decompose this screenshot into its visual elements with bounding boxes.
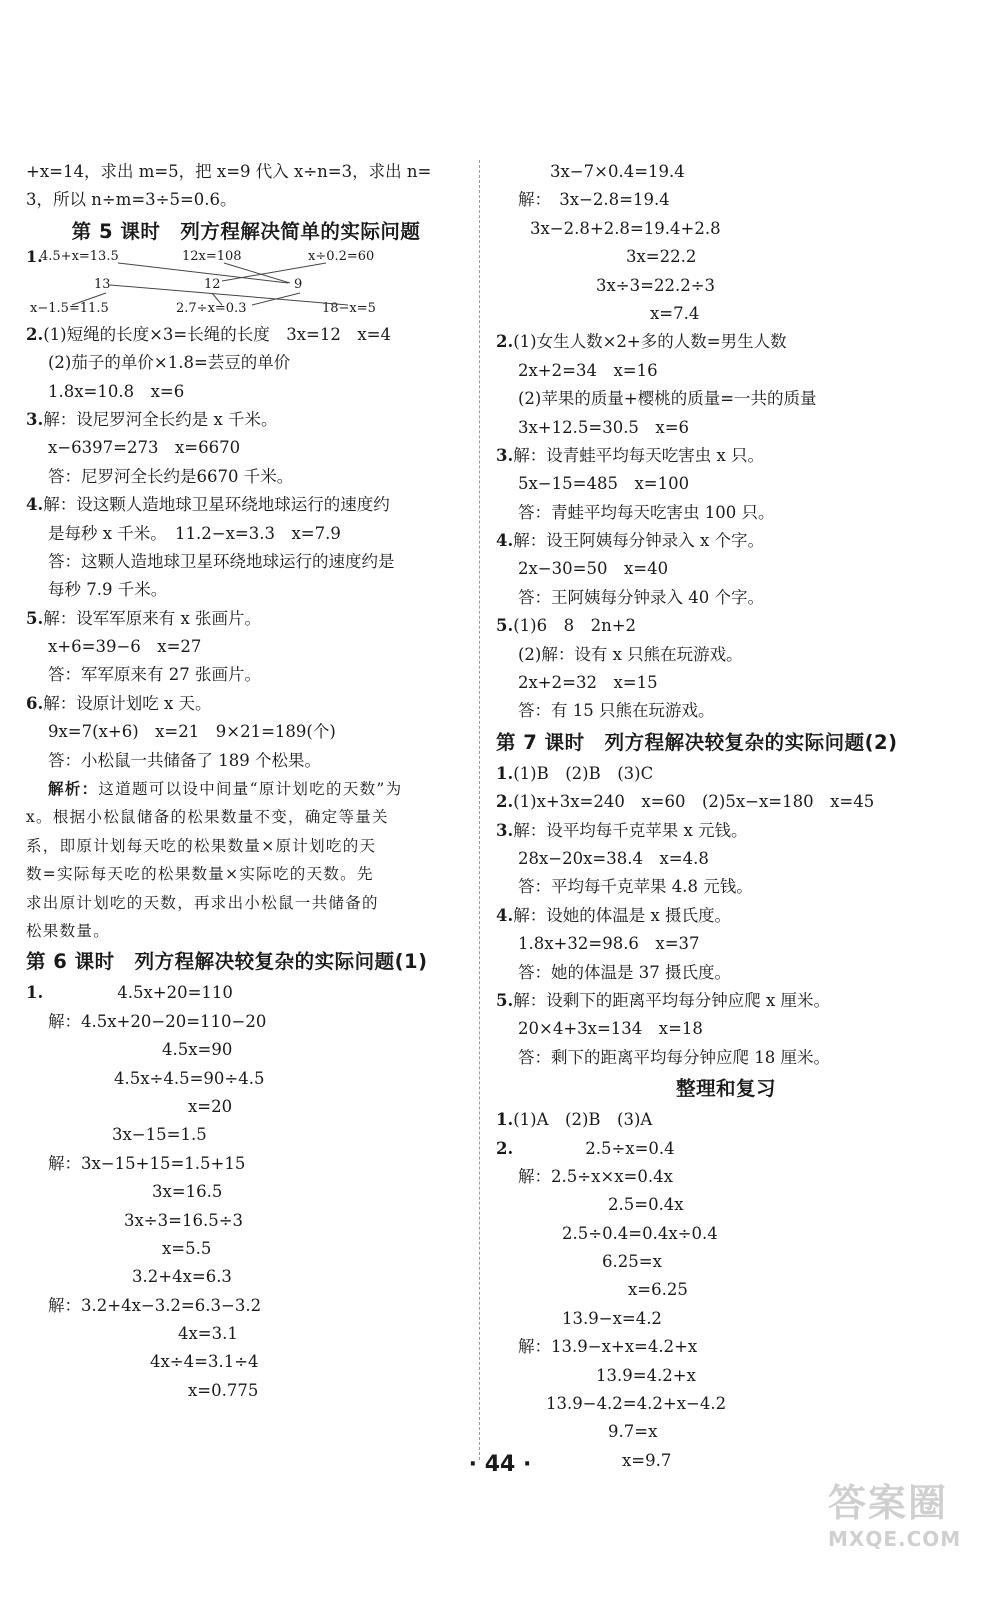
answer-text: 答：王阿姨每分钟录入 40 个字。 <box>518 587 764 607</box>
answer-text: 解：设剩下的距离平均每分钟应爬 x 厘米。 <box>513 990 831 1010</box>
answer-line <box>496 527 956 555</box>
equation: x=6.25 <box>628 1280 688 1300</box>
answer-text: 9x=7(x+6) x=21 9×21=189(个) <box>48 722 336 742</box>
answer-text: 解：设平均每千克苹果 x 元钱。 <box>513 820 748 840</box>
answer-text: 1.8x+32=98.6 x=37 <box>518 934 700 954</box>
equation: 4.5x÷4.5=90÷4.5 <box>114 1068 265 1088</box>
answer-text: (1)6 8 2n+2 <box>513 616 637 636</box>
lesson-5-title: 第 5 课时 列方程解决简单的实际问题 <box>71 219 421 243</box>
match-bottom-2: 2.7÷x=0.3 <box>176 300 247 316</box>
question-number: 1. <box>496 763 514 783</box>
answer-line <box>496 612 956 640</box>
answer-text: 解：设青蛙平均每天吃害虫 x 只。 <box>513 445 765 465</box>
answer-text: 答：有 15 只熊在玩游戏。 <box>518 701 715 721</box>
answer-text: 答：小松鼠一共储备了 189 个松果。 <box>48 750 321 770</box>
equation: 9.7=x <box>608 1422 658 1442</box>
watermark-logo <box>828 1472 978 1562</box>
answer-line <box>496 817 956 845</box>
matching-lines <box>26 246 466 321</box>
equation: 解：2.5÷x×x=0.4x <box>518 1166 673 1186</box>
question-number: 1. <box>26 246 43 266</box>
equation: 解：3x−15+15=1.5+15 <box>48 1153 246 1173</box>
equation: 3x÷3=16.5÷3 <box>124 1210 244 1230</box>
equation: 3x=22.2 <box>626 247 697 267</box>
question-number: 4. <box>496 531 514 551</box>
match-mid-1: 13 <box>94 276 111 292</box>
watermark-text: 答案圈 <box>828 1481 949 1525</box>
review-title: 整理和复习 <box>675 1077 776 1101</box>
equation: 3x−2.8+2.8=19.4+2.8 <box>530 218 721 238</box>
answer-text: 答：剩下的距离平均每分钟应爬 18 厘米。 <box>518 1047 830 1067</box>
answer-text: x+6=39−6 x=27 <box>48 637 202 657</box>
answer-text: (1)短绳的长度×3=长绳的长度 3x=12 x=4 <box>43 324 392 344</box>
answer-line <box>26 605 466 633</box>
answer-text: 答：平均每千克苹果 4.8 元钱。 <box>518 877 753 897</box>
analysis-label: 解析： <box>48 779 99 799</box>
equation: x=0.775 <box>188 1380 259 1400</box>
equation-line <box>26 979 466 1007</box>
answer-text: (1)女生人数×2+多的人数=男生人数 <box>513 332 787 352</box>
answer-line <box>496 442 956 470</box>
equation: x=20 <box>188 1096 233 1116</box>
answer-line <box>496 788 956 816</box>
question-number: 3. <box>496 445 514 465</box>
match-line <box>212 293 222 305</box>
answer-text: 解：设王阿姨每分钟录入 x 个字。 <box>513 531 765 551</box>
answer-text: 2x+2=34 x=16 <box>518 360 658 380</box>
equation: 解：3.2+4x−3.2=6.3−3.2 <box>48 1295 262 1315</box>
answer-line <box>496 902 956 930</box>
answer-text: (2)解：设有 x 只熊在玩游戏。 <box>518 644 743 664</box>
left-column <box>26 158 466 1405</box>
equation: 3.2+4x=6.3 <box>132 1267 232 1287</box>
question-number: 4. <box>26 495 44 515</box>
question-number: 6. <box>26 693 44 713</box>
match-line <box>252 293 300 305</box>
lesson-7-title: 第 7 课时 列方程解决较复杂的实际问题(2) <box>496 730 898 754</box>
answer-line <box>496 1106 956 1134</box>
right-column <box>496 158 956 1475</box>
question-number: 1. <box>496 1110 514 1130</box>
match-line <box>110 285 348 305</box>
match-mid-3: 9 <box>294 276 303 292</box>
equation: 4.5x+20=110 <box>117 983 233 1003</box>
answer-text: 解：设原计划吃 x 天。 <box>43 693 212 713</box>
answer-text: 每秒 7.9 千米。 <box>48 580 168 600</box>
equation: 4.5x=90 <box>162 1040 233 1060</box>
answer-text: (2)茄子的单价×1.8=芸豆的单价 <box>48 353 291 373</box>
answer-text: 答：青蛙平均每天吃害虫 100 只。 <box>518 502 775 522</box>
match-line <box>224 263 290 283</box>
question-number: 3. <box>26 409 44 429</box>
answer-text: 解：设这颗人造地球卫星环绕地球运行的速度约 <box>43 495 390 515</box>
answer-text: (1)x+3x=240 x=60 (2)5x−x=180 x=45 <box>513 792 875 812</box>
answer-text: 答：军军原来有 27 张画片。 <box>48 665 261 685</box>
question-number: 3. <box>496 820 514 840</box>
answer-text: 2x+2=32 x=15 <box>518 673 658 693</box>
equation: 解： 3x−2.8=19.4 <box>518 190 670 210</box>
answer-text: 5x−15=485 x=100 <box>518 474 690 494</box>
equation: 3x÷3=22.2÷3 <box>596 275 716 295</box>
analysis-text: 数=实际每天吃的松果数量×实际吃的天数。先 <box>26 865 374 884</box>
question-number: 5. <box>26 608 44 628</box>
matching-exercise <box>26 246 466 321</box>
equation: 4x÷4=3.1÷4 <box>150 1352 259 1372</box>
continuation-line-1: +x=14，求出 m=5，把 x=9 代入 x÷n=3，求出 n= <box>26 162 432 181</box>
answer-text: (1)B (2)B (3)C <box>513 763 654 783</box>
answer-text: 答：她的体温是 37 摄氏度。 <box>518 962 731 982</box>
equation: 2.5÷0.4=0.4x÷0.4 <box>562 1223 718 1243</box>
question-number: 2. <box>496 332 514 352</box>
equation: x=7.4 <box>650 303 700 323</box>
equation: 3x−7×0.4=19.4 <box>550 162 685 181</box>
answer-line <box>496 987 956 1015</box>
question-number: 2. <box>26 324 44 344</box>
equation: 2.5÷x=0.4 <box>585 1138 675 1158</box>
match-mid-2: 12 <box>204 276 221 292</box>
answer-text: 解：设她的体温是 x 摄氏度。 <box>513 905 732 925</box>
equation: 解：13.9−x+x=4.2+x <box>518 1337 698 1357</box>
equation: 4x=3.1 <box>178 1324 238 1344</box>
analysis-text: 松果数量。 <box>26 921 111 940</box>
continuation-line-2: 3，所以 n÷m=3÷5=0.6。 <box>26 190 237 210</box>
equation: x=9.7 <box>622 1450 672 1470</box>
match-bottom-3: 18−x=5 <box>322 300 376 316</box>
equation: 3x=16.5 <box>152 1182 223 1202</box>
watermark-url: MXQE.COM <box>828 1527 962 1551</box>
equation: 6.25=x <box>602 1252 662 1272</box>
answer-line <box>26 321 466 349</box>
answer-text: 20×4+3x=134 x=18 <box>518 1019 703 1039</box>
lesson-6-title: 第 6 课时 列方程解决较复杂的实际问题(1) <box>26 950 428 974</box>
answer-text: 1.8x=10.8 x=6 <box>48 381 185 401</box>
question-number: 5. <box>496 616 514 636</box>
question-number: 5. <box>496 990 514 1010</box>
answer-line <box>496 760 956 788</box>
answer-line <box>26 406 466 434</box>
answer-line <box>496 328 956 356</box>
answer-text: 2x−30=50 x=40 <box>518 559 669 579</box>
equation: 3x−15=1.5 <box>112 1125 207 1145</box>
answer-text: x−6397=273 x=6670 <box>48 438 241 458</box>
analysis-text: 这道题可以设中间量“原计划吃的天数”为 <box>98 780 403 799</box>
answer-text: 3x+12.5=30.5 x=6 <box>518 417 690 437</box>
answer-text: 28x−20x=38.4 x=4.8 <box>518 848 709 868</box>
answer-text: 答：尼罗河全长约是6670 千米。 <box>48 466 294 486</box>
analysis-text: 系，即原计划每天吃的松果数量×原计划吃的天 <box>26 836 377 855</box>
analysis-line <box>26 775 466 803</box>
equation: x=5.5 <box>162 1238 212 1258</box>
match-line <box>72 293 106 305</box>
answer-text: (2)苹果的质量+樱桃的质量=一共的质量 <box>518 389 817 409</box>
answer-line <box>26 690 466 718</box>
question-number: 1. <box>26 983 44 1003</box>
analysis-text: 求出原计划吃的天数，再求出小松鼠一共储备的 <box>26 893 379 912</box>
match-bottom-1: x−1.5=11.5 <box>30 300 109 316</box>
match-top-1: 4.5+x=13.5 <box>40 248 119 264</box>
answer-text: 解：设军军原来有 x 张画片。 <box>43 608 262 628</box>
match-top-2: 12x=108 <box>182 248 242 264</box>
question-number: 4. <box>496 905 514 925</box>
answer-text: (1)A (2)B (3)A <box>513 1110 653 1130</box>
column-divider <box>479 160 480 1460</box>
equation: 13.9−x=4.2 <box>562 1308 662 1328</box>
equation: 13.9=4.2+x <box>596 1365 696 1385</box>
analysis-text: x。根据小松鼠储备的松果数量不变，确定等量关 <box>26 808 389 827</box>
equation-line <box>496 1135 956 1163</box>
question-number: 2. <box>496 792 514 812</box>
equation: 2.5=0.4x <box>608 1195 684 1215</box>
question-number: 2. <box>496 1138 514 1158</box>
equation: 13.9−4.2=4.2+x−4.2 <box>546 1394 727 1414</box>
match-line <box>118 263 288 283</box>
answer-text: 解：设尼罗河全长约是 x 千米。 <box>43 409 278 429</box>
answer-text: 是每秒 x 千米。 11.2−x=3.3 x=7.9 <box>48 523 341 543</box>
equation: 解：4.5x+20−20=110−20 <box>48 1011 267 1031</box>
page-number: · 44 · <box>468 1452 532 1477</box>
answer-text: 答：这颗人造地球卫星环绕地球运行的速度约是 <box>48 551 395 571</box>
match-top-3: x÷0.2=60 <box>308 248 375 264</box>
answer-line <box>26 491 466 519</box>
